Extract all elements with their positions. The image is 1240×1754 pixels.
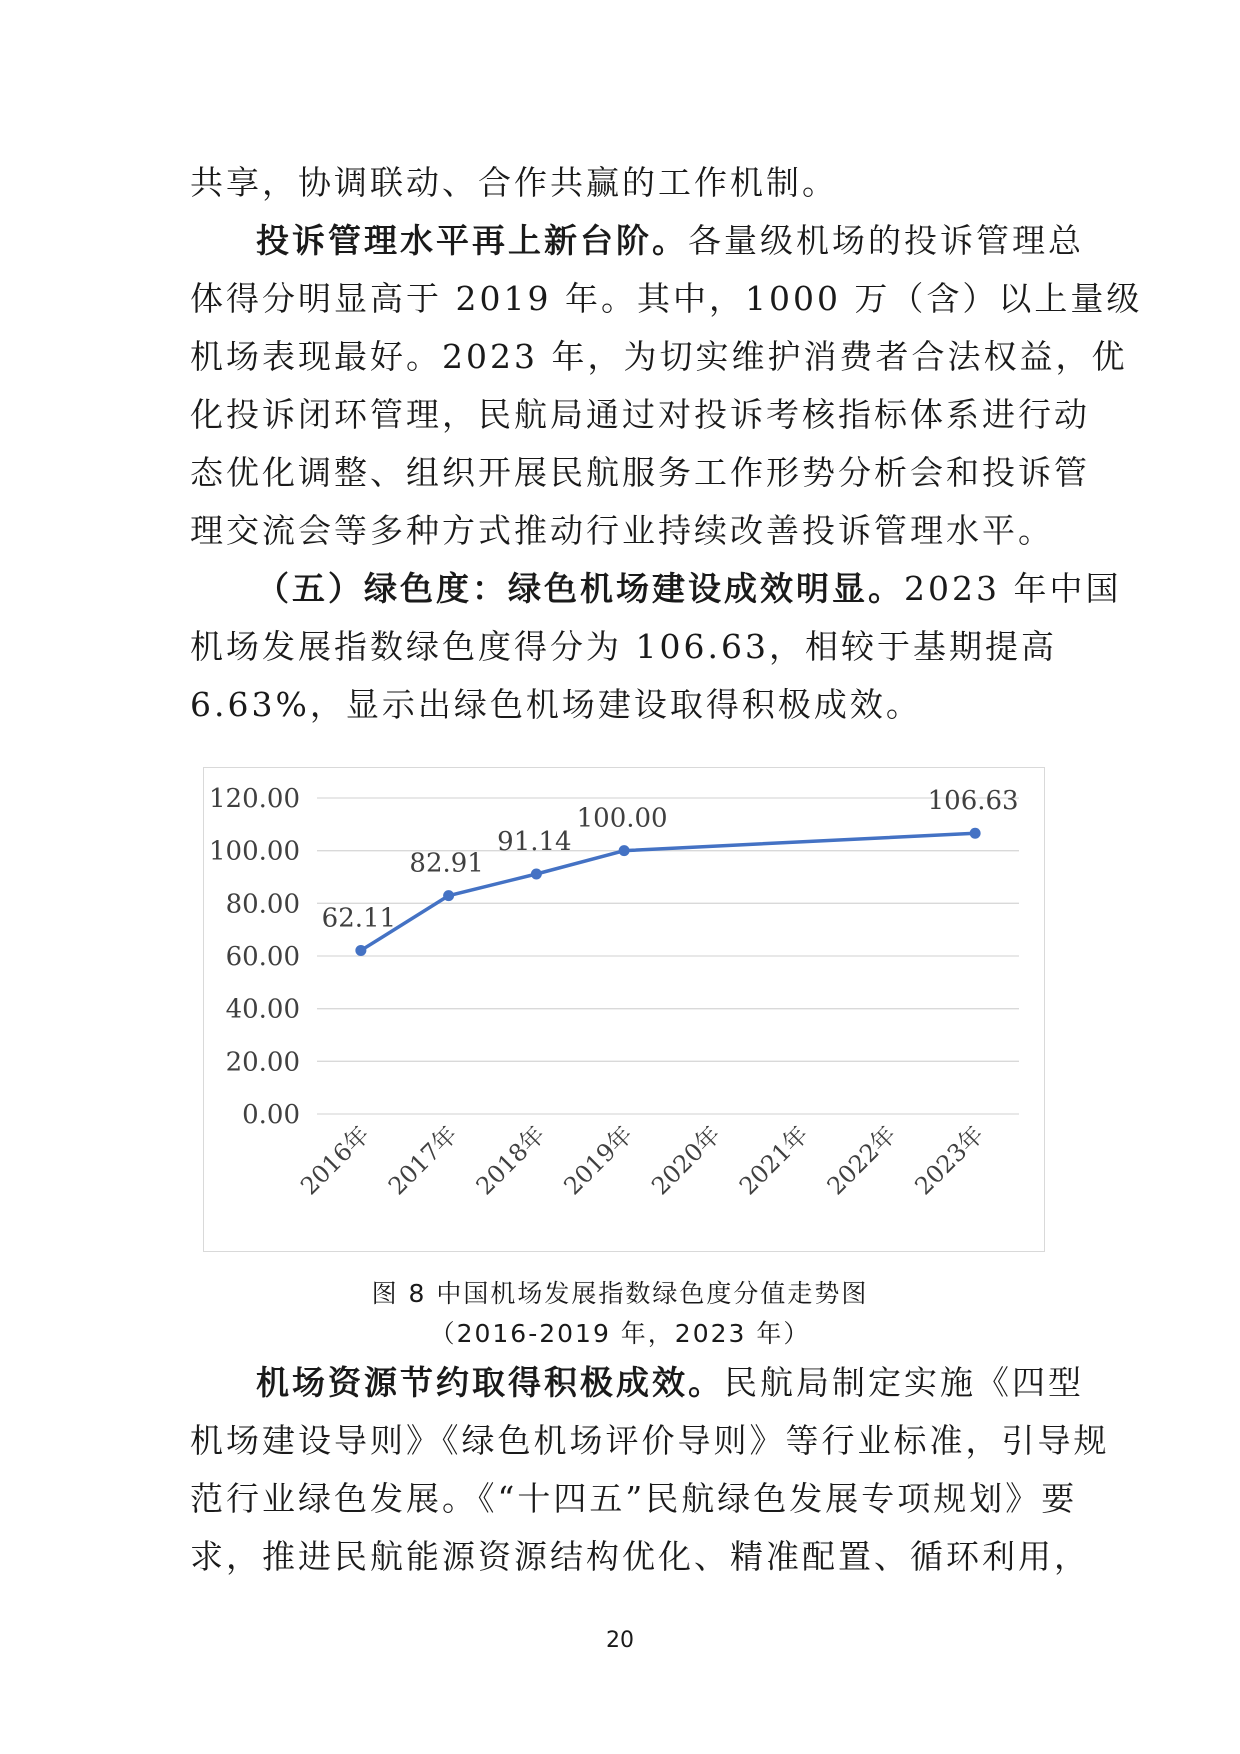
text-line: 机场发展指数绿色度得分为 106.63，相较于基期提高 [190, 627, 1057, 666]
x-tick-label: 2018年 [470, 1120, 551, 1201]
text-line: 6.63%，显示出绿色机场建设取得积极成效。 [190, 685, 922, 724]
text-line: 机场表现最好。2023 年，为切实维护消费者合法权益，优 [190, 337, 1128, 376]
text-line: 理交流会等多种方式推动行业持续改善投诉管理水平。 [190, 511, 1054, 550]
text-line [190, 212, 1084, 270]
page-number: 20 [606, 1628, 634, 1653]
y-tick-label: 120.00 [209, 784, 300, 814]
data-point [531, 868, 542, 879]
data-label: 62.11 [321, 903, 397, 934]
text-line: 态优化调整、组织开展民航服务工作形势分析会和投诉管 [190, 453, 1090, 492]
y-tick-label: 40.00 [225, 994, 300, 1025]
data-point [355, 945, 366, 956]
bold-lead: 投诉管理水平再上新台阶。 [256, 221, 688, 260]
data-point [970, 828, 981, 839]
data-label: 100.00 [576, 803, 668, 834]
x-tick-label: 2019年 [558, 1120, 639, 1201]
x-tick-label: 2023年 [909, 1120, 990, 1201]
y-tick-label: 60.00 [225, 942, 300, 972]
text-line: 求，推进民航能源资源结构优化、精准配置、循环利用， [190, 1537, 1090, 1576]
text-line: 范行业绿色发展。《“十四五”民航绿色发展专项规划》要 [190, 1479, 1078, 1518]
data-point [619, 845, 630, 856]
x-tick-label: 2021年 [733, 1120, 814, 1201]
bold-lead: 机场资源节约取得积极成效。 [256, 1363, 724, 1402]
figure-caption-subtitle: （2016-2019 年，2023 年） [429, 1319, 811, 1348]
paragraph-0 [190, 154, 1030, 212]
y-tick-label: 20.00 [225, 1047, 300, 1078]
y-tick-label: 0.00 [242, 1100, 300, 1130]
text-line: 化投诉闭环管理，民航局通过对投诉考核指标体系进行动 [190, 395, 1090, 434]
x-tick-label: 2022年 [821, 1120, 902, 1201]
chart-canvas [204, 768, 1044, 1251]
lead-rest: 民航局制定实施《四型 [724, 1363, 1084, 1402]
green-degree-line-chart [203, 767, 1045, 1252]
x-tick-label: 2017年 [382, 1120, 463, 1201]
paragraph-complaint-management [190, 212, 1143, 560]
bold-lead: （五）绿色度：绿色机场建设成效明显。 [256, 569, 904, 608]
lead-rest: 各量级机场的投诉管理总 [688, 221, 1084, 260]
figure-caption-title: 图 8 中国机场发展指数绿色度分值走势图 [371, 1279, 869, 1308]
data-label: 82.91 [409, 848, 484, 879]
data-label: 91.14 [497, 826, 572, 857]
data-label: 106.63 [927, 786, 1019, 817]
text-line [190, 560, 1122, 618]
x-tick-label: 2016年 [295, 1120, 376, 1201]
data-point [443, 890, 454, 901]
x-tick-label: 2020年 [646, 1120, 727, 1201]
text-line: 共享，协调联动、合作共赢的工作机制。 [190, 163, 838, 202]
y-tick-label: 100.00 [209, 836, 300, 867]
text-line: 机场建设导则》《绿色机场评价导则》等行业标准，引导规 [190, 1421, 1110, 1460]
lead-rest: 2023 年中国 [904, 569, 1122, 608]
paragraph-resource-saving [190, 1354, 1110, 1586]
text-line: 体得分明显高于 2019 年。其中，1000 万（含）以上量级 [190, 279, 1143, 318]
paragraph-green-degree [190, 560, 1122, 734]
y-tick-label: 80.00 [225, 889, 300, 920]
text-line [190, 1354, 1084, 1412]
